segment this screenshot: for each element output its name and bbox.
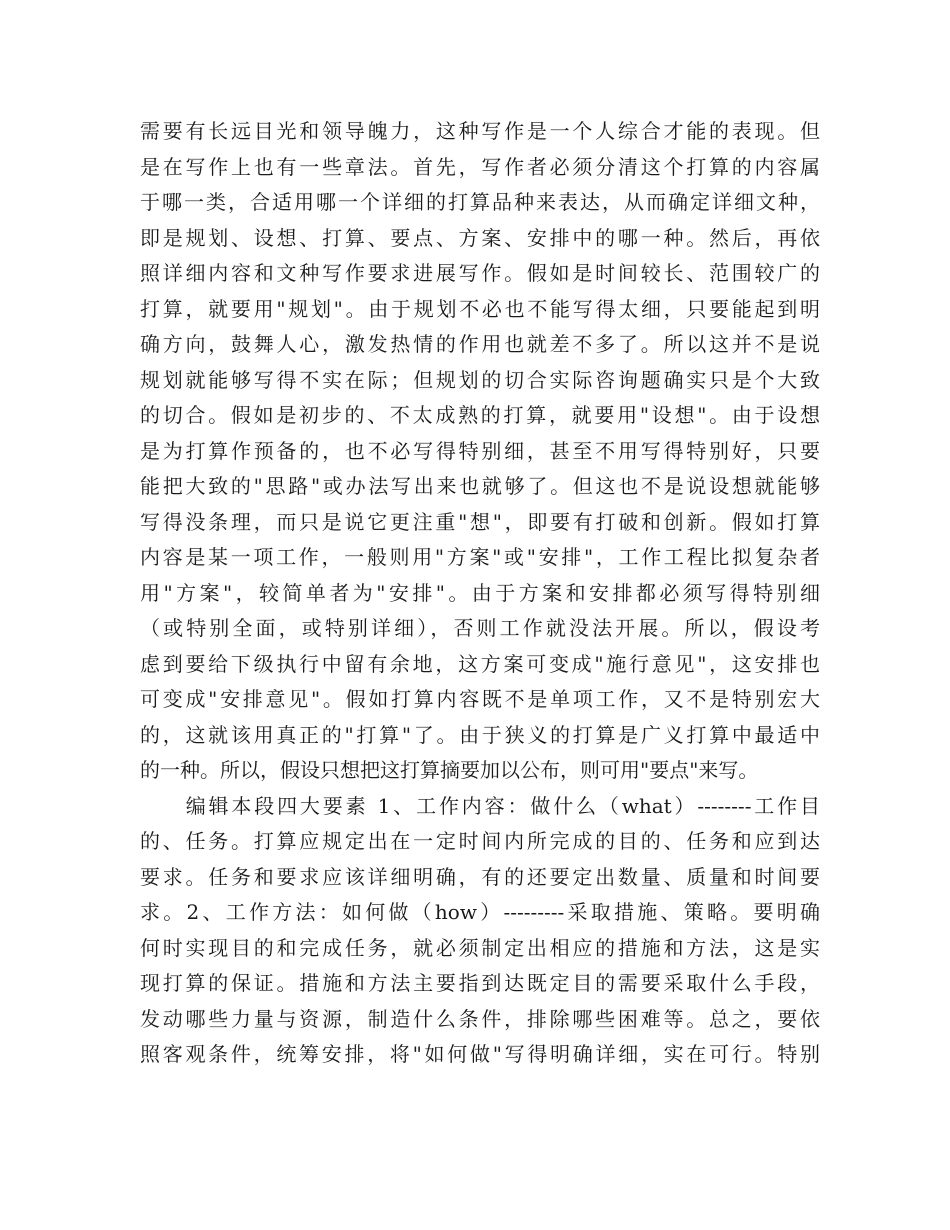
text-line: 编辑本段四大要素 1、工作内容：做什么（what）--------工作目 <box>140 793 820 818</box>
text-line: 虑到要给下级执行中留有余地，这方案可变成"施行意见"，这安排也 <box>140 651 820 676</box>
text-line: 于哪一类，合适用哪一个详细的打算品种来表达，从而确定详细文种， <box>140 190 820 214</box>
text-line: （或特别全面，或特别详细），否则工作就没法开展。所以，假设考 <box>140 616 820 640</box>
text-line: 写得没条理，而只是说它更注重"想"，即要有打破和创新。假如打算 <box>140 509 820 534</box>
text-line: 能把大致的"思路"或办法写出来也就够了。但这也不是说设想就能够 <box>140 474 820 498</box>
text-line: 即是规划、设想、打算、要点、方案、安排中的哪一种。然后，再依 <box>140 225 820 250</box>
text-line: 现打算的保证。措施和方法主要指到达既定目的需要采取什么手段， <box>140 971 820 995</box>
text-line: 是为打算作预备的，也不必写得特别细，甚至不用写得特别好，只要 <box>140 438 820 463</box>
text-line: 规划就能够写得不实在际；但规划的切合实际咨询题确实只是个大致 <box>140 367 820 392</box>
body-text <box>140 114 820 1073</box>
text-line: 的切合。假如是初步的、不太成熟的打算，就要用"设想"。由于设想 <box>140 403 820 427</box>
text-line: 内容是某一项工作，一般则用"方案"或"安排"，工作工程比拟复杂者 <box>140 545 820 569</box>
text-line: 打算，就要用"规划"。由于规划不必也不能写得太细，只要能起到明 <box>140 296 820 321</box>
text-line: 的，这就该用真正的"打算"了。由于狭义的打算是广义打算中最适中 <box>140 722 820 747</box>
text-line: 是在写作上也有一些章法。首先，写作者必须分清这个打算的内容属 <box>140 154 820 179</box>
text-line: 用"方案"，较简单者为"安排"。由于方案和安排都必须写得特别细 <box>140 580 820 605</box>
text-line: 求。2、工作方法：如何做（how）---------采取措施、策略。要明确 <box>140 900 820 924</box>
text-line: 的、任务。打算应规定出在一定时间内所完成的目的、任务和应到达 <box>140 829 820 853</box>
text-line: 的一种。所以，假设只想把这打算摘要加以公布，则可用"要点"来写。 <box>140 758 759 782</box>
text-line: 确方向，鼓舞人心，激发热情的作用也就差不多了。所以这并不是说 <box>140 332 820 356</box>
text-line: 需要有长远目光和领导魄力，这种写作是一个人综合才能的表现。但 <box>140 119 820 143</box>
text-line: 发动哪些力量与资源，制造什么条件，排除哪些困难等。总之，要依 <box>140 1006 820 1031</box>
text-line: 照客观条件，统筹安排，将"如何做"写得明确详细，实在可行。特别 <box>140 1042 820 1066</box>
text-line: 要求。任务和要求应该详细明确，有的还要定出数量、质量和时间要 <box>140 864 820 889</box>
text-line: 可变成"安排意见"。假如打算内容既不是单项工作，又不是特别宏大 <box>140 687 820 711</box>
text-line: 照详细内容和文种写作要求进展写作。假如是时间较长、范围较广的 <box>140 261 820 285</box>
text-line: 何时实现目的和完成任务，就必须制定出相应的措施和方法，这是实 <box>140 935 820 960</box>
